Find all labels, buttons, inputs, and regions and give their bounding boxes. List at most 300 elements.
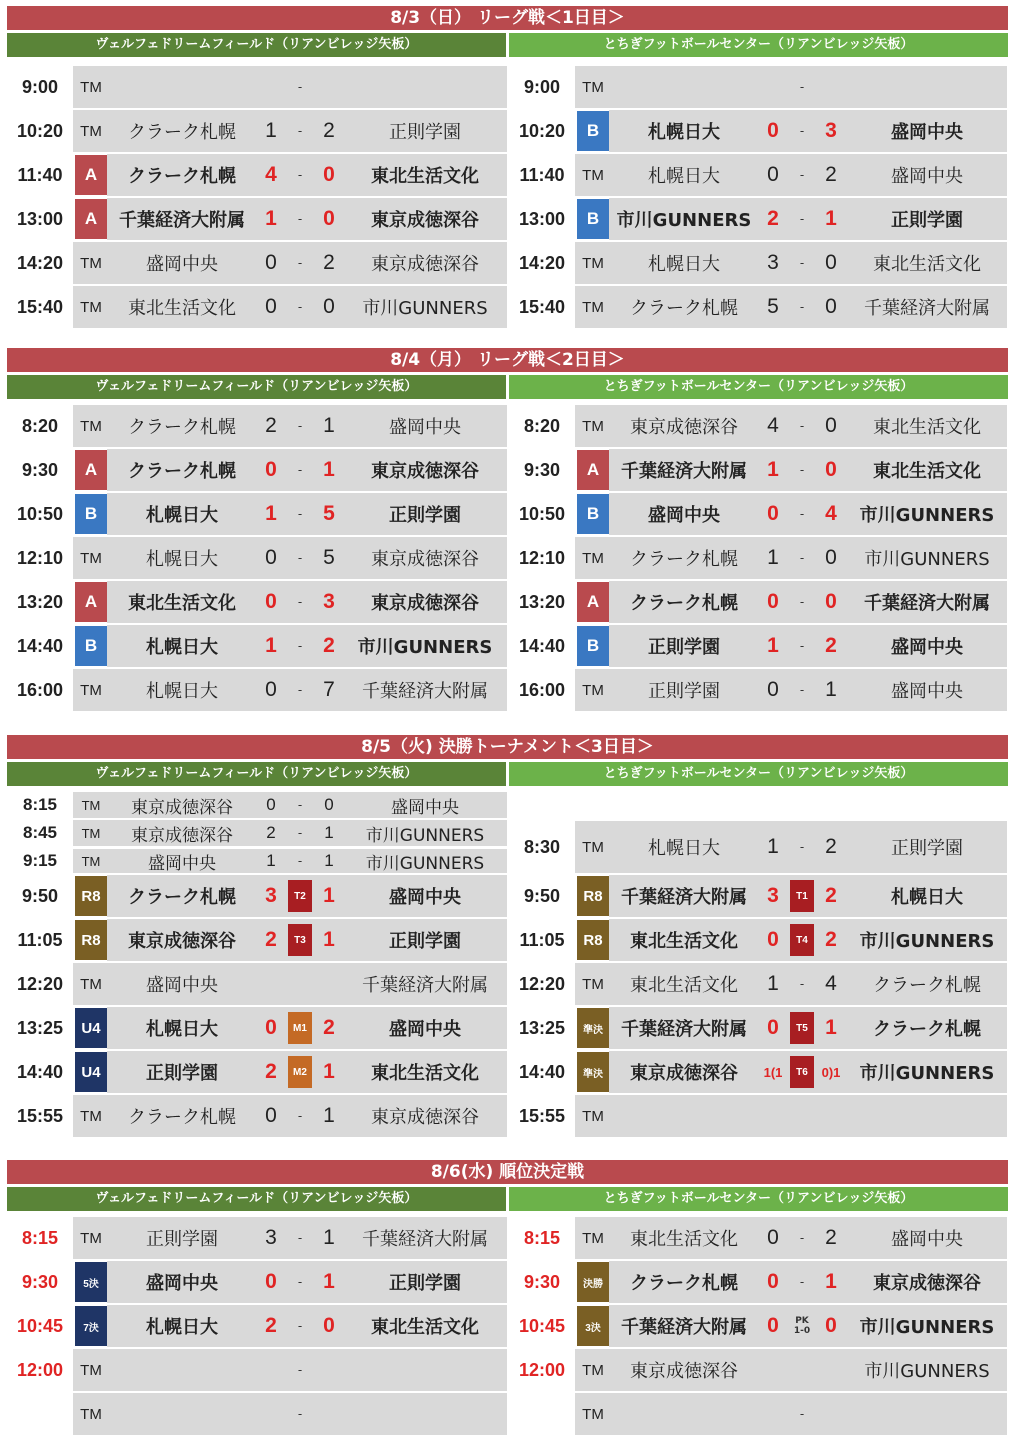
group-badge: A xyxy=(75,582,107,622)
score-separator: - xyxy=(799,419,805,433)
match-time: 9:30 xyxy=(21,1271,59,1292)
away-score: 5 xyxy=(323,502,335,525)
home-team: 札幌日大 xyxy=(648,122,720,143)
match-row xyxy=(7,669,507,711)
away-score xyxy=(315,66,343,108)
away-team xyxy=(845,1393,1009,1435)
home-score: 1 xyxy=(767,458,779,481)
home-score: 0 xyxy=(265,1104,277,1127)
tm-label: TM xyxy=(81,853,101,869)
score-separator: - xyxy=(297,854,303,868)
away-team xyxy=(343,66,507,108)
match-row xyxy=(509,286,1009,328)
away-score: 4 xyxy=(825,502,837,525)
score-separator: - xyxy=(799,551,805,565)
home-team: 正則学園 xyxy=(648,681,720,702)
away-score: 2 xyxy=(825,884,837,907)
match-row xyxy=(509,1051,1009,1093)
tm-label: TM xyxy=(582,1107,604,1125)
home-score: 3 xyxy=(265,1226,277,1249)
match-time: 9:15 xyxy=(22,851,58,870)
away-team: 東北生活文化 xyxy=(873,461,981,482)
home-team xyxy=(609,1095,759,1137)
pk-score: 1-0 xyxy=(793,1326,811,1336)
score-separator: - xyxy=(799,507,805,521)
match-time xyxy=(509,1393,575,1435)
match-time: 9:50 xyxy=(523,885,561,906)
home-team: クラーク札幌 xyxy=(630,549,738,570)
match-time: 10:45 xyxy=(16,1315,64,1336)
away-score: 1 xyxy=(825,1016,837,1039)
match-row xyxy=(7,242,507,284)
match-row xyxy=(509,537,1009,579)
match-row xyxy=(7,449,507,491)
away-score: 1 xyxy=(323,884,335,907)
away-score xyxy=(817,1095,845,1137)
tm-label: TM xyxy=(80,1405,102,1423)
home-team: 正則学園 xyxy=(146,1229,218,1250)
score-separator: - xyxy=(799,80,805,94)
away-team: 市川GUNNERS xyxy=(859,1063,995,1084)
score-separator: - xyxy=(297,300,303,314)
home-score: 1 xyxy=(767,546,779,569)
away-score: 0 xyxy=(323,163,335,186)
home-score: 0 xyxy=(265,1270,277,1293)
match-number-badge: M1 xyxy=(288,1012,312,1044)
away-team: 正則学園 xyxy=(389,931,461,952)
tm-label: TM xyxy=(80,417,102,435)
away-score: 0 xyxy=(323,207,335,230)
match-number-badge: T6 xyxy=(790,1056,814,1088)
away-score xyxy=(817,66,845,108)
home-team: 千葉経済大附属 xyxy=(621,1019,747,1040)
match-time: 14:40 xyxy=(518,1061,566,1082)
home-team: クラーク札幌 xyxy=(128,166,236,187)
away-team: 千葉経済大附属 xyxy=(864,593,990,614)
match-row xyxy=(7,1261,507,1303)
group-badge: B xyxy=(577,111,609,151)
match-row xyxy=(509,493,1009,535)
tm-label: TM xyxy=(582,838,604,856)
match-time: 12:00 xyxy=(518,1359,566,1380)
score-separator xyxy=(285,963,315,1005)
venue-left-header: ヴェルフェドリームフィールド（リアンビレッジ矢板） xyxy=(7,375,506,399)
score-separator xyxy=(787,1095,817,1137)
match-row xyxy=(509,963,1009,1005)
home-team: 東京成徳深谷 xyxy=(630,1063,738,1084)
away-score: 1 xyxy=(323,1104,335,1127)
match-time: 10:50 xyxy=(518,503,566,524)
venue-left-header: ヴェルフェドリームフィールド（リアンビレッジ矢板） xyxy=(7,1187,506,1211)
match-time: 15:40 xyxy=(518,296,566,317)
score-separator: - xyxy=(297,1319,303,1333)
home-team: 盛岡中央 xyxy=(146,254,218,275)
away-score xyxy=(315,1393,343,1435)
venue-right-header: とちぎフットボールセンター（リアンビレッジ矢板） xyxy=(509,762,1008,786)
away-team: 盛岡中央 xyxy=(891,681,963,702)
home-score: 0 xyxy=(265,1016,277,1039)
match-time: 14:20 xyxy=(16,252,64,273)
day-title: 8/3（日） リーグ戦＜1日目＞ xyxy=(7,6,1008,30)
home-score: 1 xyxy=(266,851,276,870)
home-team: 東北生活文化 xyxy=(128,298,236,319)
match-number-badge: T1 xyxy=(790,880,814,912)
home-team: 東北生活文化 xyxy=(128,593,236,614)
tm-label: TM xyxy=(582,1361,604,1379)
group-badge: 準決 xyxy=(577,1052,609,1092)
score-separator: - xyxy=(799,463,805,477)
home-score: 1 xyxy=(265,502,277,525)
away-team: クラーク札幌 xyxy=(873,1019,981,1040)
away-team xyxy=(845,66,1009,108)
score-separator: - xyxy=(297,595,303,609)
home-team: 札幌日大 xyxy=(146,637,218,658)
away-team: 盛岡中央 xyxy=(891,166,963,187)
match-row xyxy=(7,919,507,961)
home-score: 3 xyxy=(767,884,779,907)
away-team: 盛岡中央 xyxy=(891,637,963,658)
match-time: 8:15 xyxy=(523,1227,561,1248)
match-row xyxy=(7,875,507,917)
home-score: 1 xyxy=(767,835,779,858)
match-time: 13:00 xyxy=(16,208,64,229)
match-row xyxy=(7,1349,507,1391)
group-badge: A xyxy=(75,155,107,195)
match-row xyxy=(509,625,1009,667)
match-row xyxy=(509,875,1009,917)
score-separator: - xyxy=(799,1407,805,1421)
match-row xyxy=(7,1095,507,1137)
home-team: 東北生活文化 xyxy=(630,931,738,952)
match-row xyxy=(7,625,507,667)
away-team: 市川GUNNERS xyxy=(357,637,493,658)
away-team: 市川GUNNERS xyxy=(362,298,488,319)
away-team: 盛岡中央 xyxy=(389,417,461,438)
home-score: 0 xyxy=(265,251,277,274)
match-row xyxy=(7,198,507,240)
group-badge: 5決 xyxy=(75,1262,107,1302)
match-time: 8:20 xyxy=(523,415,561,436)
tm-label: TM xyxy=(582,681,604,699)
match-time: 9:30 xyxy=(21,459,59,480)
home-team: 札幌日大 xyxy=(146,681,218,702)
match-row xyxy=(7,66,507,108)
match-time: 10:50 xyxy=(16,503,64,524)
away-score: 0 xyxy=(324,795,334,814)
home-team: 盛岡中央 xyxy=(648,505,720,526)
home-team: クラーク札幌 xyxy=(128,1107,236,1128)
tm-label: TM xyxy=(80,1361,102,1379)
tm-label: TM xyxy=(80,298,102,316)
home-score: 0 xyxy=(265,678,277,701)
home-score: 0 xyxy=(265,546,277,569)
match-row xyxy=(509,198,1009,240)
away-team: 正則学園 xyxy=(891,210,963,231)
match-time: 14:40 xyxy=(16,1061,64,1082)
home-score: 0 xyxy=(265,295,277,318)
tm-label: TM xyxy=(80,1107,102,1125)
home-score: 0 xyxy=(767,163,779,186)
away-score: 7 xyxy=(323,678,335,701)
home-score xyxy=(759,1393,787,1435)
group-badge: R8 xyxy=(577,920,609,960)
match-time: 9:30 xyxy=(523,459,561,480)
match-time: 15:55 xyxy=(16,1105,64,1126)
home-team: 正則学園 xyxy=(648,637,720,658)
home-score: 3 xyxy=(767,251,779,274)
tm-label: TM xyxy=(80,1229,102,1247)
match-time: 16:00 xyxy=(518,679,566,700)
day-title: 8/4（月） リーグ戦＜2日目＞ xyxy=(7,348,1008,372)
away-score: 1 xyxy=(825,207,837,230)
home-team: 盛岡中央 xyxy=(146,1273,218,1294)
home-score: 2 xyxy=(265,1060,277,1083)
home-team: 盛岡中央 xyxy=(146,975,218,996)
group-badge: B xyxy=(577,199,609,239)
match-time: 12:20 xyxy=(518,973,566,994)
home-team: クラーク札幌 xyxy=(630,298,738,319)
home-team xyxy=(609,66,759,108)
away-score xyxy=(817,1393,845,1435)
match-time: 9:50 xyxy=(21,885,59,906)
match-row xyxy=(7,1007,507,1049)
away-score: 0 xyxy=(825,1314,837,1337)
away-team: 正則学園 xyxy=(891,838,963,859)
home-score: 1 xyxy=(265,119,277,142)
match-row xyxy=(509,449,1009,491)
match-number-badge: M2 xyxy=(288,1056,312,1088)
venue-right-header: とちぎフットボールセンター（リアンビレッジ矢板） xyxy=(509,33,1008,57)
home-team: 東京成徳深谷 xyxy=(630,417,738,438)
away-score: 5 xyxy=(323,546,335,569)
tm-label: TM xyxy=(582,298,604,316)
home-score: 0 xyxy=(767,502,779,525)
home-score: 0 xyxy=(265,458,277,481)
away-team: 札幌日大 xyxy=(891,887,963,908)
away-score: 1 xyxy=(825,678,837,701)
score-separator: - xyxy=(799,212,805,226)
away-team: 市川GUNNERS xyxy=(365,825,485,846)
home-score xyxy=(257,66,285,108)
match-row xyxy=(7,581,507,623)
home-team: 東京成徳深谷 xyxy=(630,1361,738,1382)
away-team: 東京成徳深谷 xyxy=(371,254,479,275)
venue-left-header: ヴェルフェドリームフィールド（リアンビレッジ矢板） xyxy=(7,762,506,786)
match-row xyxy=(7,110,507,152)
match-time: 15:55 xyxy=(518,1105,566,1126)
home-score: 0 xyxy=(266,795,276,814)
match-row xyxy=(509,405,1009,447)
score-separator: - xyxy=(297,1363,303,1377)
away-score: 2 xyxy=(825,634,837,657)
score-separator: - xyxy=(799,840,805,854)
score-separator: - xyxy=(799,977,805,991)
match-row xyxy=(7,1051,507,1093)
home-score xyxy=(759,1349,787,1391)
score-separator: - xyxy=(297,826,303,840)
match-number-badge: T3 xyxy=(288,924,312,956)
home-score xyxy=(257,963,285,1005)
away-team: 千葉経済大附属 xyxy=(362,1229,488,1250)
match-row xyxy=(7,286,507,328)
match-time: 8:15 xyxy=(21,1227,59,1248)
match-time: 11:40 xyxy=(519,164,565,185)
match-row xyxy=(509,821,1009,873)
match-row xyxy=(509,919,1009,961)
away-score: 3 xyxy=(825,119,837,142)
tm-label: TM xyxy=(80,122,102,140)
away-team: 千葉経済大附属 xyxy=(362,681,488,702)
score-separator: - xyxy=(297,124,303,138)
match-row xyxy=(509,66,1009,108)
home-score: 1(1 xyxy=(763,1064,783,1080)
day-title: 8/6(水) 順位決定戦 xyxy=(7,1160,1008,1184)
match-row xyxy=(509,1261,1009,1303)
away-score: 0)1 xyxy=(821,1064,841,1080)
match-row xyxy=(7,1393,507,1435)
score-separator: - xyxy=(799,168,805,182)
away-team: 市川GUNNERS xyxy=(365,853,485,874)
away-team: 市川GUNNERS xyxy=(859,505,995,526)
home-team: クラーク札幌 xyxy=(128,887,236,908)
home-score: 4 xyxy=(265,163,277,186)
home-score: 2 xyxy=(265,414,277,437)
match-time: 13:25 xyxy=(518,1017,566,1038)
tm-label: TM xyxy=(80,975,102,993)
away-team: クラーク札幌 xyxy=(873,975,981,996)
score-separator: - xyxy=(297,1109,303,1123)
score-separator: - xyxy=(799,639,805,653)
away-team: 盛岡中央 xyxy=(891,122,963,143)
away-team: 東京成徳深谷 xyxy=(873,1273,981,1294)
home-score: 0 xyxy=(767,678,779,701)
home-team: 東京成徳深谷 xyxy=(131,797,233,818)
score-separator: - xyxy=(297,168,303,182)
match-row xyxy=(509,581,1009,623)
match-time: 13:00 xyxy=(518,208,566,229)
match-row xyxy=(7,820,507,846)
match-time: 8:30 xyxy=(523,836,561,857)
group-badge: A xyxy=(577,450,609,490)
score-separator: - xyxy=(799,124,805,138)
score-separator: - xyxy=(799,683,805,697)
home-team: 千葉経済大附属 xyxy=(621,461,747,482)
home-team xyxy=(107,1393,257,1435)
tm-label: TM xyxy=(80,549,102,567)
tm-label: TM xyxy=(582,166,604,184)
group-badge: R8 xyxy=(577,876,609,916)
away-team: 東北生活文化 xyxy=(371,166,479,187)
away-score: 0 xyxy=(825,295,837,318)
home-team: 千葉経済大附属 xyxy=(621,1317,747,1338)
score-separator: - xyxy=(799,1275,805,1289)
match-time: 12:10 xyxy=(16,547,64,568)
away-team xyxy=(343,1349,507,1391)
away-score: 1 xyxy=(323,928,335,951)
match-time: 11:05 xyxy=(519,929,565,950)
score-separator: - xyxy=(297,463,303,477)
group-badge: U4 xyxy=(75,1052,107,1092)
group-badge: B xyxy=(577,626,609,666)
away-score: 1 xyxy=(324,823,334,842)
match-row xyxy=(7,1217,507,1259)
home-team: 札幌日大 xyxy=(648,254,720,275)
tm-label: TM xyxy=(80,78,102,96)
group-badge: A xyxy=(75,450,107,490)
match-row xyxy=(509,669,1009,711)
away-team: 盛岡中央 xyxy=(891,1229,963,1250)
score-separator: - xyxy=(297,507,303,521)
home-team: 千葉経済大附属 xyxy=(119,210,245,231)
away-team: 盛岡中央 xyxy=(389,1019,461,1040)
away-score: 0 xyxy=(825,414,837,437)
home-team: 東北生活文化 xyxy=(630,975,738,996)
score-separator: - xyxy=(297,1407,303,1421)
match-row xyxy=(7,849,507,873)
tm-label: TM xyxy=(80,254,102,272)
away-score: 0 xyxy=(825,458,837,481)
match-row xyxy=(7,154,507,196)
home-team: 札幌日大 xyxy=(146,1019,218,1040)
home-score: 0 xyxy=(767,928,779,951)
venue-right-header: とちぎフットボールセンター（リアンビレッジ矢板） xyxy=(509,375,1008,399)
away-team: 東京成徳深谷 xyxy=(371,1107,479,1128)
home-team: 市川GUNNERS xyxy=(616,210,752,231)
pk-label: PK xyxy=(795,1316,809,1326)
home-score: 0 xyxy=(767,1270,779,1293)
group-badge: A xyxy=(577,582,609,622)
away-score xyxy=(817,1349,845,1391)
away-score xyxy=(315,963,343,1005)
tm-label: TM xyxy=(582,1229,604,1247)
away-score: 2 xyxy=(323,634,335,657)
away-score: 2 xyxy=(323,251,335,274)
away-team xyxy=(343,1393,507,1435)
match-time: 8:15 xyxy=(22,795,58,814)
match-row xyxy=(509,1217,1009,1259)
away-score xyxy=(315,1349,343,1391)
group-badge: B xyxy=(75,494,107,534)
away-team: 市川GUNNERS xyxy=(859,931,995,952)
home-team: クラーク札幌 xyxy=(128,461,236,482)
away-score: 1 xyxy=(323,414,335,437)
group-badge: A xyxy=(75,199,107,239)
group-badge: 7決 xyxy=(75,1306,107,1346)
match-time: 14:40 xyxy=(16,635,64,656)
match-number-badge: T2 xyxy=(288,880,312,912)
away-score: 0 xyxy=(323,1314,335,1337)
away-score: 1 xyxy=(825,1270,837,1293)
away-team: 東北生活文化 xyxy=(371,1317,479,1338)
match-row xyxy=(7,1305,507,1347)
match-row xyxy=(7,493,507,535)
match-time: 10:45 xyxy=(518,1315,566,1336)
away-team: 盛岡中央 xyxy=(391,797,459,818)
score-separator: - xyxy=(297,212,303,226)
pk-result xyxy=(787,1309,817,1343)
match-number-badge: T5 xyxy=(790,1012,814,1044)
match-row xyxy=(509,1305,1009,1347)
score-separator: - xyxy=(297,419,303,433)
away-score: 0 xyxy=(825,251,837,274)
match-time xyxy=(7,1393,73,1435)
match-row xyxy=(7,405,507,447)
match-row xyxy=(509,242,1009,284)
away-score: 4 xyxy=(825,972,837,995)
tm-label: TM xyxy=(582,1405,604,1423)
group-badge: B xyxy=(577,494,609,534)
home-score: 1 xyxy=(767,972,779,995)
